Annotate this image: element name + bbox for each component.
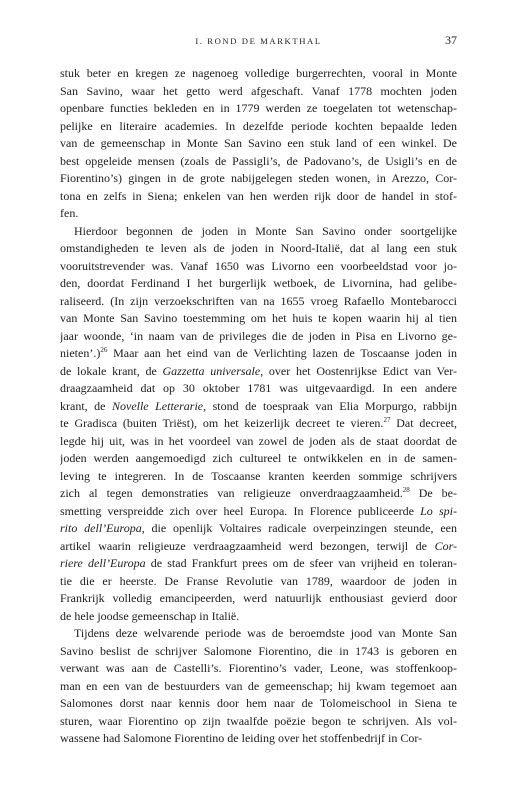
- text-line: riere dell’Europa de stad Frankfurt prees om de sfeer van vrijheid en toleran-: [60, 556, 457, 570]
- paragraph: [60, 223, 457, 626]
- text-line: wassene had Salomone Fiorentino de leiding over het stoffenbedrijf in Cor-: [60, 731, 423, 745]
- page-number: 37: [445, 33, 457, 47]
- footnote-ref[interactable]: 26: [100, 346, 108, 354]
- text-line: San Savino, waar het getto werd afgeschaft. Vanaf 1778 mochten joden: [60, 83, 457, 98]
- text-line: krant, de Novelle Letterarie, stond de toespraak van Elia Morpurgo, rabbijn: [60, 398, 457, 413]
- running-head: [60, 33, 457, 49]
- text-line: jaar woonde, ‘in naam van de privileges die de joden in Pisa en Livorno ge-: [60, 328, 457, 343]
- text-line: van Monte San Savino toestemming om het huis te kopen waarin hij al tien: [60, 311, 457, 325]
- text-line: stuk beter en kregen ze nagenoeg volledige burgerrechten, vooral in Monte: [60, 66, 457, 80]
- italic-title: Lo spi-: [420, 503, 457, 518]
- body-text: [60, 65, 457, 748]
- text-line: draagzaamheid dat op 30 oktober 1781 was uitgevaardigd. In een andere: [60, 381, 457, 395]
- text-line: tie die er heerste. De Franse Revolutie van 1789, waardoor de joden in: [60, 573, 457, 588]
- text-line: legde hij uit, was in het voordeel van zowel de joden als de staat doordat de: [60, 433, 457, 448]
- text-line: Frankrijk volledig emancipeerden, werd natuurlijk enthousiast gevierd door: [60, 591, 457, 605]
- paragraph: [60, 625, 457, 748]
- footnote-ref[interactable]: 27: [383, 416, 391, 424]
- text-line: verwant was aan de Castelli’s. Fiorentino’s vader, Leone, was stoffenkoop-: [60, 661, 457, 675]
- italic-title: Gazzetta universale: [162, 363, 261, 378]
- running-head-title: I. ROND DE MARKTHAL: [195, 36, 322, 46]
- footnote-ref[interactable]: 28: [402, 486, 410, 494]
- text-line: pelijke en literaire academies. In dezelfde periode kochten bepaalde leden: [60, 118, 457, 133]
- text-line: smetting verspreidde zich over heel Europa. In Florence publiceerde Lo spi-: [60, 503, 457, 518]
- text-line: Salomones dorst naar kennis door hem naar de Tolomeischool in Siena te: [60, 696, 457, 710]
- text-line: Savino beslist de schrijver Salomone Fiorentino, die in 1743 is geboren en: [60, 643, 457, 658]
- text-line: openbare functies bekleden en in 1779 werden ze toegelaten tot wetenschap-: [60, 101, 457, 115]
- text-line: raliseerd. (In zijn verzoekschriften van na 1655 vroeg Rafaello Montebarocci: [60, 293, 457, 308]
- text-line: fen.: [60, 206, 79, 220]
- text-line: de lokale krant, de Gazzetta universale, over het Oostenrijkse Edict van Ver-: [60, 363, 457, 378]
- text-line: leving te integreren. In de Toscaanse kranten keerden sommige schrijvers: [60, 468, 457, 483]
- text-line: man en een van de bestuurders van de gemeenschap; hij kwam tegemoet aan: [60, 678, 457, 693]
- text-line: tona en zelfs in Siena; enkelen van hen werden rijk door de handel in stof-: [60, 188, 457, 203]
- text-line: den, doordat Ferdinand I het burgerlijk wetboek, de Livornina, had gelibe-: [60, 276, 457, 290]
- text-line: Tijdens deze welvarende periode was de beroemdste jood van Monte San: [74, 626, 457, 640]
- text-line: joden werden aangemoedigd zich cultureel te ontwikkelen en in de samen-: [60, 451, 457, 465]
- text-line: de hele joodse gemeenschap in Italië.: [60, 608, 240, 623]
- text-line: Hierdoor begonnen de joden in Monte San Savino onder soortgelijke: [74, 223, 457, 238]
- italic-title: rito dell’Europa: [60, 521, 142, 535]
- text-line: zich al tegen demonstraties van religieuze onverdraagzaamheid.$^{28}$ De be-: [60, 486, 457, 500]
- text-line: rito dell’Europa, die openlijk Voltaires radicale overpeinzingen steunde, een: [60, 521, 457, 535]
- paragraph: [60, 65, 457, 223]
- italic-title: Novelle Letterarie: [111, 398, 204, 413]
- text-line: van de gemeenschap in Monte San Savino een stuk land of een winkel. De: [60, 136, 457, 150]
- text-line: best opgeleide mensen (zoals de Passigli’s, de Padovano’s, de Usigli’s en de: [60, 153, 457, 168]
- text-line: te Gradisca (buiten Triëst), om het keizerlijk decreet te vieren.$^{27}$ Dat decreet,: [60, 416, 457, 430]
- text-line: Fiorentino’s) gingen in de grote nabijgelegen steden wonen, in Arezzo, Cor-: [60, 171, 457, 185]
- text-line: sturen, waar Fiorentino op zijn twaalfde poëzie begon te schrijven. Als vol-: [60, 713, 457, 728]
- italic-title: Cor-: [434, 538, 457, 553]
- text-line: omstandigheden te leven als de joden in Noord-Italië, dat al lang een stuk: [60, 241, 457, 255]
- italic-title: riere dell’Europa: [60, 556, 146, 570]
- text-line: artikel waarin religieuze verdraagzaamheid werd bezongen, terwijl de Cor-: [60, 538, 457, 553]
- text-line: nieten’.)$^{26}$ Maar aan het eind van de Verlichting lazen de Toscaanse joden in: [60, 346, 457, 360]
- text-line: vooruitstrevender was. Vanaf 1650 was Livorno een voorbeeldstad voor jo-: [60, 258, 457, 273]
